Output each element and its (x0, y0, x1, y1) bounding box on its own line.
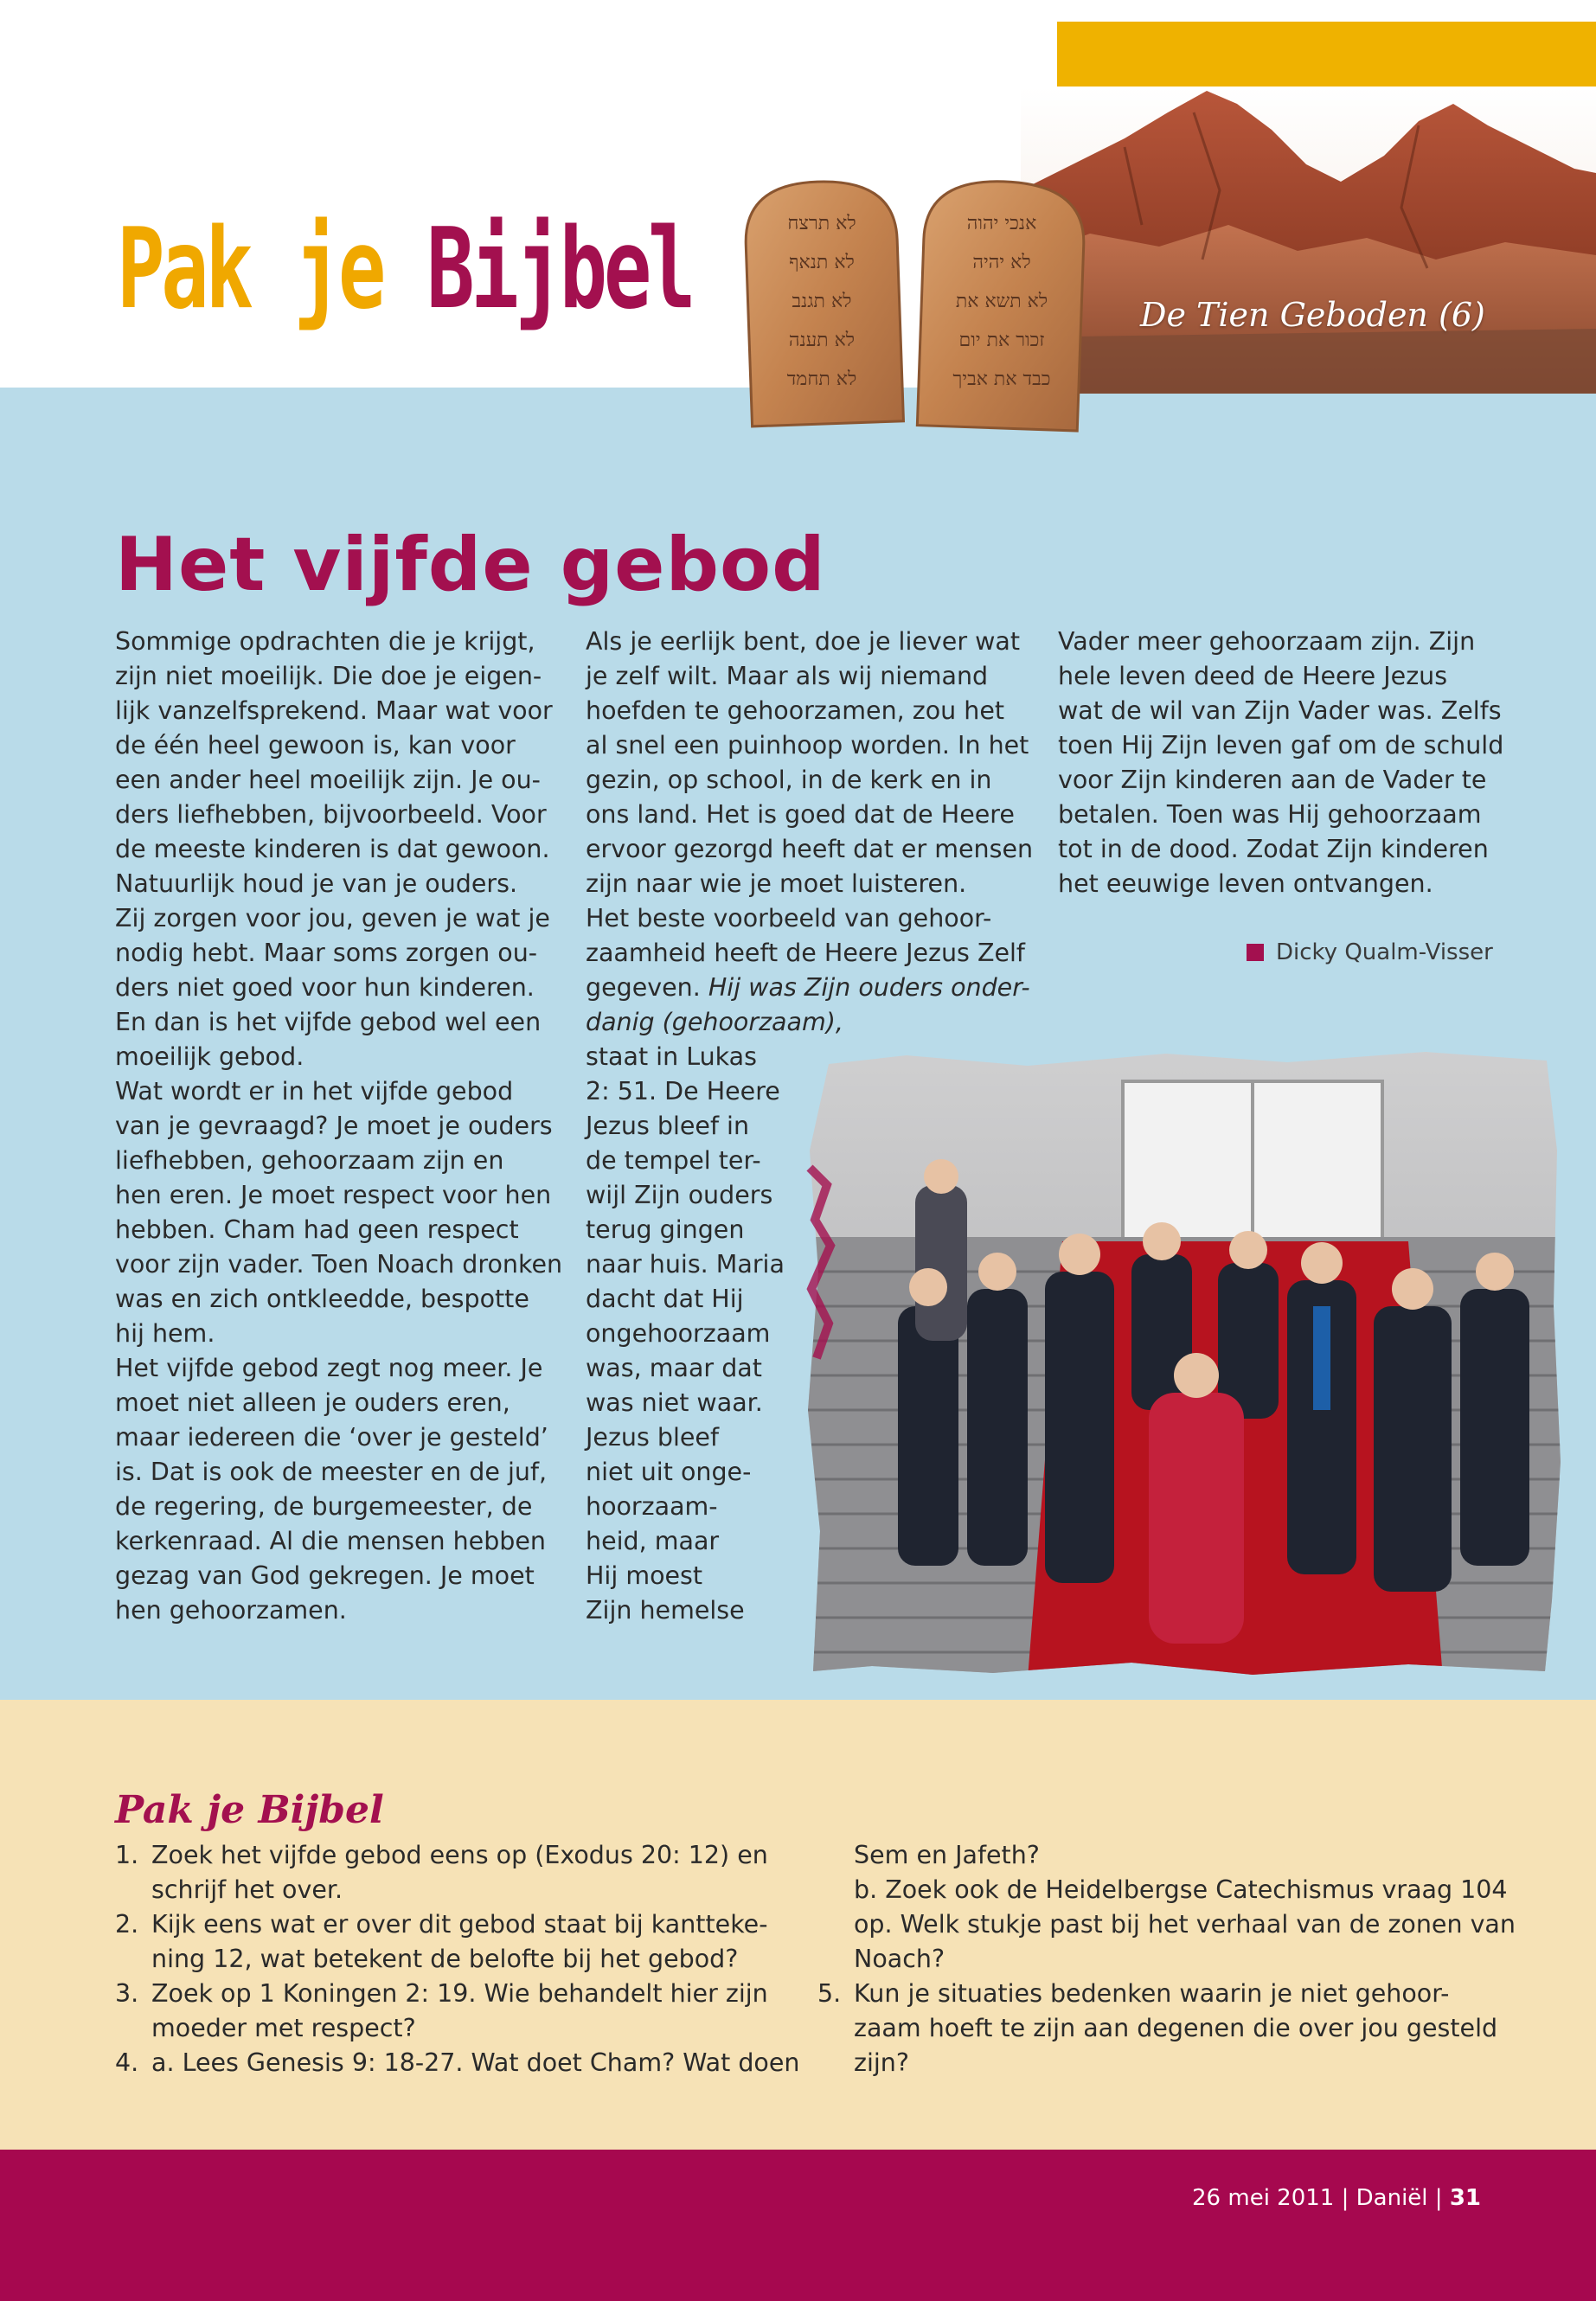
text-line: is. Dat is ook de meester en de juf, (115, 1458, 548, 1486)
text-line: je zelf wilt. Maar als wij niemand (586, 662, 989, 690)
text-line: Het beste voorbeeld van gehoor- (586, 904, 992, 933)
text-line: de meeste kinderen is dat gewoon. (115, 835, 550, 863)
text-line: de tempel ter- (586, 1146, 761, 1175)
tablet-left-line: לא תרצח (787, 213, 856, 234)
mountain-image (1021, 87, 1596, 394)
text-line: zaamheid heeft de Heere Jezus Zelf (586, 939, 1025, 967)
text-plain: gegeven. (586, 973, 708, 1002)
task-number: 3. (115, 1979, 139, 2008)
bible-quote: danig (gehoorzaam), (586, 1008, 843, 1036)
task-text: Sem en Jafeth? (854, 1841, 1040, 1869)
text-line: zijn naar wie je moet luisteren. (586, 869, 967, 898)
text-line: Jezus bleef in (586, 1112, 750, 1140)
brand-word-je: je (293, 205, 382, 334)
text-line: hoefden te gehoorzamen, zou het (586, 696, 1005, 725)
tablet-right-line: אנכי יהוה (966, 213, 1037, 234)
text-line: tot in de dood. Zodat Zijn kinderen (1058, 835, 1489, 863)
brand-logo (117, 205, 693, 334)
text-line: hoorzaam- (586, 1492, 718, 1521)
tablet-right-line: לא תשא את (955, 291, 1048, 312)
article-column-3 (1058, 625, 1504, 901)
tablet-left-line: לא תענה (788, 330, 856, 351)
brand-word-bijbel: Bijbel (426, 205, 693, 334)
tasks-list-right (817, 1838, 1516, 2080)
text-line: moet niet alleen je ouders eren, (115, 1388, 510, 1417)
text-line: ongehoorzaam (586, 1319, 771, 1348)
text-line: Als je eerlijk bent, doe je liever wat (586, 627, 1021, 656)
text-line: het eeuwige leven ontvangen. (1058, 869, 1433, 898)
issue-date: 26 mei 2011 (1192, 2185, 1335, 2211)
task-text: Noach? (854, 1945, 945, 1973)
author-marker-icon (1247, 944, 1264, 961)
task-item (115, 1838, 824, 1907)
text-line: En dan is het vijfde gebod wel een (115, 1008, 542, 1036)
task-text: ning 12, wat betekent de belofte bij het gebod? (151, 1945, 739, 1973)
task-item (817, 1977, 1509, 2080)
text-line: Hij moest (586, 1561, 703, 1590)
text-line: ders niet goed voor hun kinderen. (115, 973, 535, 1002)
article-title: Het vijfde gebod (115, 521, 826, 608)
tablet-right-line: לא יהיה (972, 252, 1031, 273)
text-line: was en zich ontkleedde, bespotte (115, 1285, 529, 1313)
footer-separator: | (1434, 2185, 1443, 2211)
series-label: De Tien Geboden (6) (1140, 296, 1485, 334)
text-line: Wat wordt er in het vijfde gebod (115, 1077, 514, 1106)
task-item (115, 1907, 824, 1977)
group-photo (803, 1047, 1564, 1678)
article-column-1 (115, 625, 563, 1628)
text-line: hebben. Cham had geen respect (115, 1215, 519, 1244)
text-line: hen gehoorzamen. (115, 1596, 347, 1625)
text-line: Zij zorgen voor jou, geven je wat je (115, 904, 550, 933)
text-line: de één heel gewoon is, kan voor (115, 731, 516, 760)
bible-quote: Hij was Zijn ouders onder- (708, 973, 1030, 1002)
text-line: Vader meer gehoorzaam zijn. Zijn (1058, 627, 1476, 656)
text-line: hele leven deed de Heere Jezus (1058, 662, 1448, 690)
task-item (817, 1838, 1516, 1977)
text-line: hen eren. Je moet respect voor hen (115, 1181, 552, 1209)
text-line: Natuurlijk houd je van je ouders. (115, 869, 518, 898)
author-name: Dicky Qualm-Visser (1276, 939, 1493, 965)
text-line: lijk vanzelfsprekend. Maar wat voor (115, 696, 553, 725)
page-number: 31 (1449, 2185, 1481, 2211)
magazine-name: Daniël (1356, 2185, 1428, 2211)
text-line: heid, maar (586, 1527, 720, 1555)
task-text: schrijf het over. (151, 1875, 343, 1904)
text-line: maar iedereen die ‘over je gesteld’ (115, 1423, 548, 1452)
tablet-left-line: לא תגנב (792, 291, 852, 312)
text-line: gezin, op school, in de kerk en in (586, 766, 992, 794)
author-credit (1247, 939, 1493, 965)
text-line: niet uit onge- (586, 1458, 752, 1486)
text-line: voor zijn vader. Toen Noach dronken (115, 1250, 563, 1279)
text-line: terug gingen (586, 1215, 745, 1244)
page-footer (1192, 2185, 1481, 2211)
text-line: ders liefhebben, bijvoorbeeld. Voor (115, 800, 547, 829)
brand-word-pak: Pak (117, 205, 250, 334)
text-line: Zijn hemelse (586, 1596, 745, 1625)
tablet-right-line: זכור את יום (958, 330, 1045, 351)
task-text: zijn? (854, 2048, 909, 2077)
text-line: 2: 51. De Heere (586, 1077, 780, 1106)
text-line: van je gevraagd? Je moet je ouders (115, 1112, 553, 1140)
text-line: een ander heel moeilijk zijn. Je ou- (115, 766, 541, 794)
text-line: naar huis. Maria (586, 1250, 785, 1279)
tasks-list-left (115, 1838, 824, 2080)
text-line: dacht dat Hij (586, 1285, 744, 1313)
text-line: zijn niet moeilijk. Die doe je eigen- (115, 662, 542, 690)
task-text: Zoek het vijfde gebod eens op (Exodus 20: 12) en (151, 1841, 768, 1869)
task-text: b. Zoek ook de Heidelbergse Catechismus vraag 104 (854, 1875, 1508, 1904)
text-line: liefhebben, gehoorzaam zijn en (115, 1146, 504, 1175)
task-text: a. Lees Genesis 9: 18-27. Wat doet Cham? Wat doen (151, 2048, 800, 2077)
text-line: nodig hebt. Maar soms zorgen ou- (115, 939, 538, 967)
task-text: op. Welk stukje past bij het verhaal van de zonen van (854, 1910, 1516, 1939)
task-text: Zoek op 1 Koningen 2: 19. Wie behandelt hier zijn (151, 1979, 768, 2008)
tablet-right-line: כבד את אביך (952, 369, 1051, 390)
text-line: voor Zijn kinderen aan de Vader te (1058, 766, 1487, 794)
text-line: staat in Lukas (586, 1042, 757, 1071)
task-number: 4. (115, 2048, 139, 2077)
text-line: al snel een puinhoop worden. In het (586, 731, 1029, 760)
stone-tablets-image (735, 173, 1099, 441)
text-line: ervoor gezorgd heeft dat er mensen (586, 835, 1034, 863)
text-line: toen Hij Zijn leven gaf om de schuld (1058, 731, 1504, 760)
tablet-left-line: לא תנאף (789, 252, 855, 273)
footer-separator: | (1341, 2185, 1349, 2211)
text-line: Jezus bleef (586, 1423, 719, 1452)
tasks-title: Pak je Bijbel (115, 1787, 384, 1832)
text-line: wat de wil van Zijn Vader was. Zelfs (1058, 696, 1502, 725)
task-text: moeder met respect? (151, 2014, 416, 2042)
text-line: kerkenraad. Al die mensen hebben (115, 1527, 546, 1555)
text-line: hij hem. (115, 1319, 215, 1348)
task-text: Kun je situaties bedenken waarin je niet gehoor- (854, 1979, 1450, 2008)
text-line: Sommige opdrachten die je krijgt, (115, 627, 535, 656)
task-number: 2. (115, 1910, 139, 1939)
text-line: de regering, de burgemeester, de (115, 1492, 533, 1521)
task-item (115, 2046, 824, 2080)
task-text: zaam hoeft te zijn aan degenen die over jou gesteld (854, 2014, 1498, 2042)
text-line: gezag van God gekregen. Je moet (115, 1561, 535, 1590)
task-item (115, 1977, 824, 2046)
text-line (586, 971, 1030, 1005)
text-line: moeilijk gebod. (115, 1042, 304, 1071)
task-text: Kijk eens wat er over dit gebod staat bij kantteke- (151, 1910, 768, 1939)
text-line: Het vijfde gebod zegt nog meer. Je (115, 1354, 543, 1382)
task-number: 1. (115, 1841, 139, 1869)
text-line: was, maar dat (586, 1354, 762, 1382)
footer-bar (0, 2150, 1596, 2301)
tablet-left-line: לא תחמד (786, 369, 857, 390)
text-line: betalen. Toen was Hij gehoorzaam (1058, 800, 1482, 829)
task-number: 5. (817, 1979, 842, 2008)
text-line: wijl Zijn ouders (586, 1181, 773, 1209)
text-line: ons land. Het is goed dat de Heere (586, 800, 1015, 829)
text-line: was niet waar. (586, 1388, 763, 1417)
